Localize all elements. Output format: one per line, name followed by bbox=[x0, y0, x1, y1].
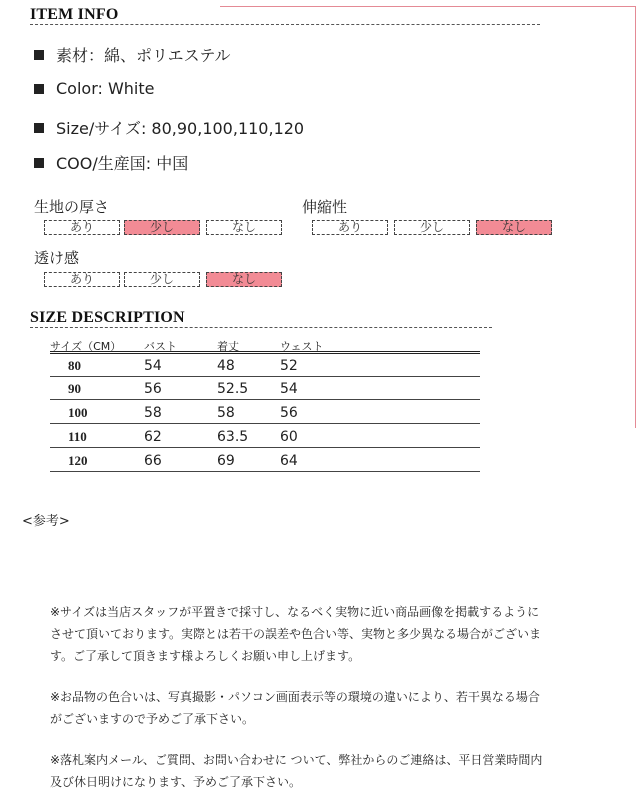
cell-length: 58 bbox=[217, 405, 235, 421]
stretch-option-ari: あり bbox=[312, 220, 388, 235]
bullet-square-icon bbox=[34, 123, 44, 133]
info-color-text: Color: White bbox=[56, 79, 155, 98]
frame-line-right bbox=[635, 6, 636, 428]
cell-length: 48 bbox=[217, 358, 235, 374]
sheer-option-sukoshi: 少し bbox=[124, 272, 200, 287]
thickness-option-sukoshi: 少し bbox=[124, 220, 200, 235]
bullet-square-icon bbox=[34, 158, 44, 168]
info-material-text: 素材：綿、ポリエステル bbox=[56, 46, 231, 65]
size-description-divider bbox=[30, 327, 492, 328]
cell-waist: 60 bbox=[280, 429, 298, 445]
thickness-option-nashi: なし bbox=[206, 220, 282, 235]
info-size-text: Size/サイズ: 80,90,100,110,120 bbox=[56, 119, 305, 138]
cell-waist: 56 bbox=[280, 405, 298, 421]
cell-bust: 58 bbox=[144, 405, 162, 421]
cell-waist: 54 bbox=[280, 381, 298, 397]
item-info-title: ITEM INFO bbox=[30, 6, 119, 23]
note-size: ※サイズは当店スタッフが平置きで採寸し、なるべく実物に近い商品画像を掲載するようにさせて頂いております。実際とは若干の誤差や色合い等、実物と多少異なる場合がございます。ご了承して頂きます様よろしくお願い申し上げます。 bbox=[50, 605, 542, 663]
header-length: 着丈 bbox=[217, 340, 239, 353]
sheer-option-ari: あり bbox=[44, 272, 120, 287]
table-row-rule bbox=[50, 376, 480, 377]
info-origin-text: COO/生産国: 中国 bbox=[56, 154, 189, 173]
info-origin bbox=[34, 151, 188, 174]
bullet-square-icon bbox=[34, 50, 44, 60]
bullet-square-icon bbox=[34, 84, 44, 94]
header-waist: ウェスト bbox=[280, 340, 324, 353]
table-row-rule bbox=[50, 399, 480, 400]
info-color bbox=[34, 79, 155, 98]
table-header-rule bbox=[50, 351, 480, 357]
header-bust: バスト bbox=[144, 340, 177, 353]
table-row-rule bbox=[50, 423, 480, 424]
cell-size: 110 bbox=[68, 429, 87, 444]
cell-length: 63.5 bbox=[217, 429, 249, 445]
table-row-rule bbox=[50, 447, 480, 448]
cell-bust: 56 bbox=[144, 381, 162, 397]
stretch-option-nashi: なし bbox=[476, 220, 552, 235]
cell-bust: 66 bbox=[144, 453, 162, 469]
sheer-label: 透け感 bbox=[34, 249, 80, 267]
sheer-option-nashi: なし bbox=[206, 272, 282, 287]
cell-waist: 52 bbox=[280, 358, 298, 374]
info-material bbox=[34, 43, 231, 66]
frame-line-top bbox=[220, 6, 636, 7]
info-size bbox=[34, 116, 304, 139]
note-contact: ※落札案内メール、ご質問、お問い合わせに ついて、弊社からのご連絡は、平日営業時間内及び休日明けになります、予めご了承下さい。 bbox=[50, 753, 543, 789]
cell-bust: 54 bbox=[144, 358, 162, 374]
thickness-label: 生地の厚さ bbox=[34, 198, 110, 216]
cell-size: 90 bbox=[68, 381, 81, 396]
cell-size: 100 bbox=[68, 405, 88, 420]
stretch-label: 伸縮性 bbox=[302, 198, 348, 216]
cell-bust: 62 bbox=[144, 429, 162, 445]
stretch-option-sukoshi: 少し bbox=[394, 220, 470, 235]
cell-size: 120 bbox=[68, 453, 88, 468]
cell-waist: 64 bbox=[280, 453, 298, 469]
thickness-option-ari: あり bbox=[44, 220, 120, 235]
cell-size: 80 bbox=[68, 358, 81, 373]
reference-label: <参考> bbox=[22, 514, 70, 529]
header-size: サイズ（CM） bbox=[50, 340, 122, 353]
size-description-title: SIZE DESCRIPTION bbox=[30, 309, 185, 326]
cell-length: 52.5 bbox=[217, 381, 249, 397]
note-color: ※お品物の色合いは、写真撮影・パソコン画面表示等の環境の違いにより、若干異なる場合がございますので予めご了承下さい。 bbox=[50, 690, 540, 726]
table-row-rule bbox=[50, 471, 480, 472]
cell-length: 69 bbox=[217, 453, 235, 469]
item-info-divider bbox=[30, 24, 540, 25]
